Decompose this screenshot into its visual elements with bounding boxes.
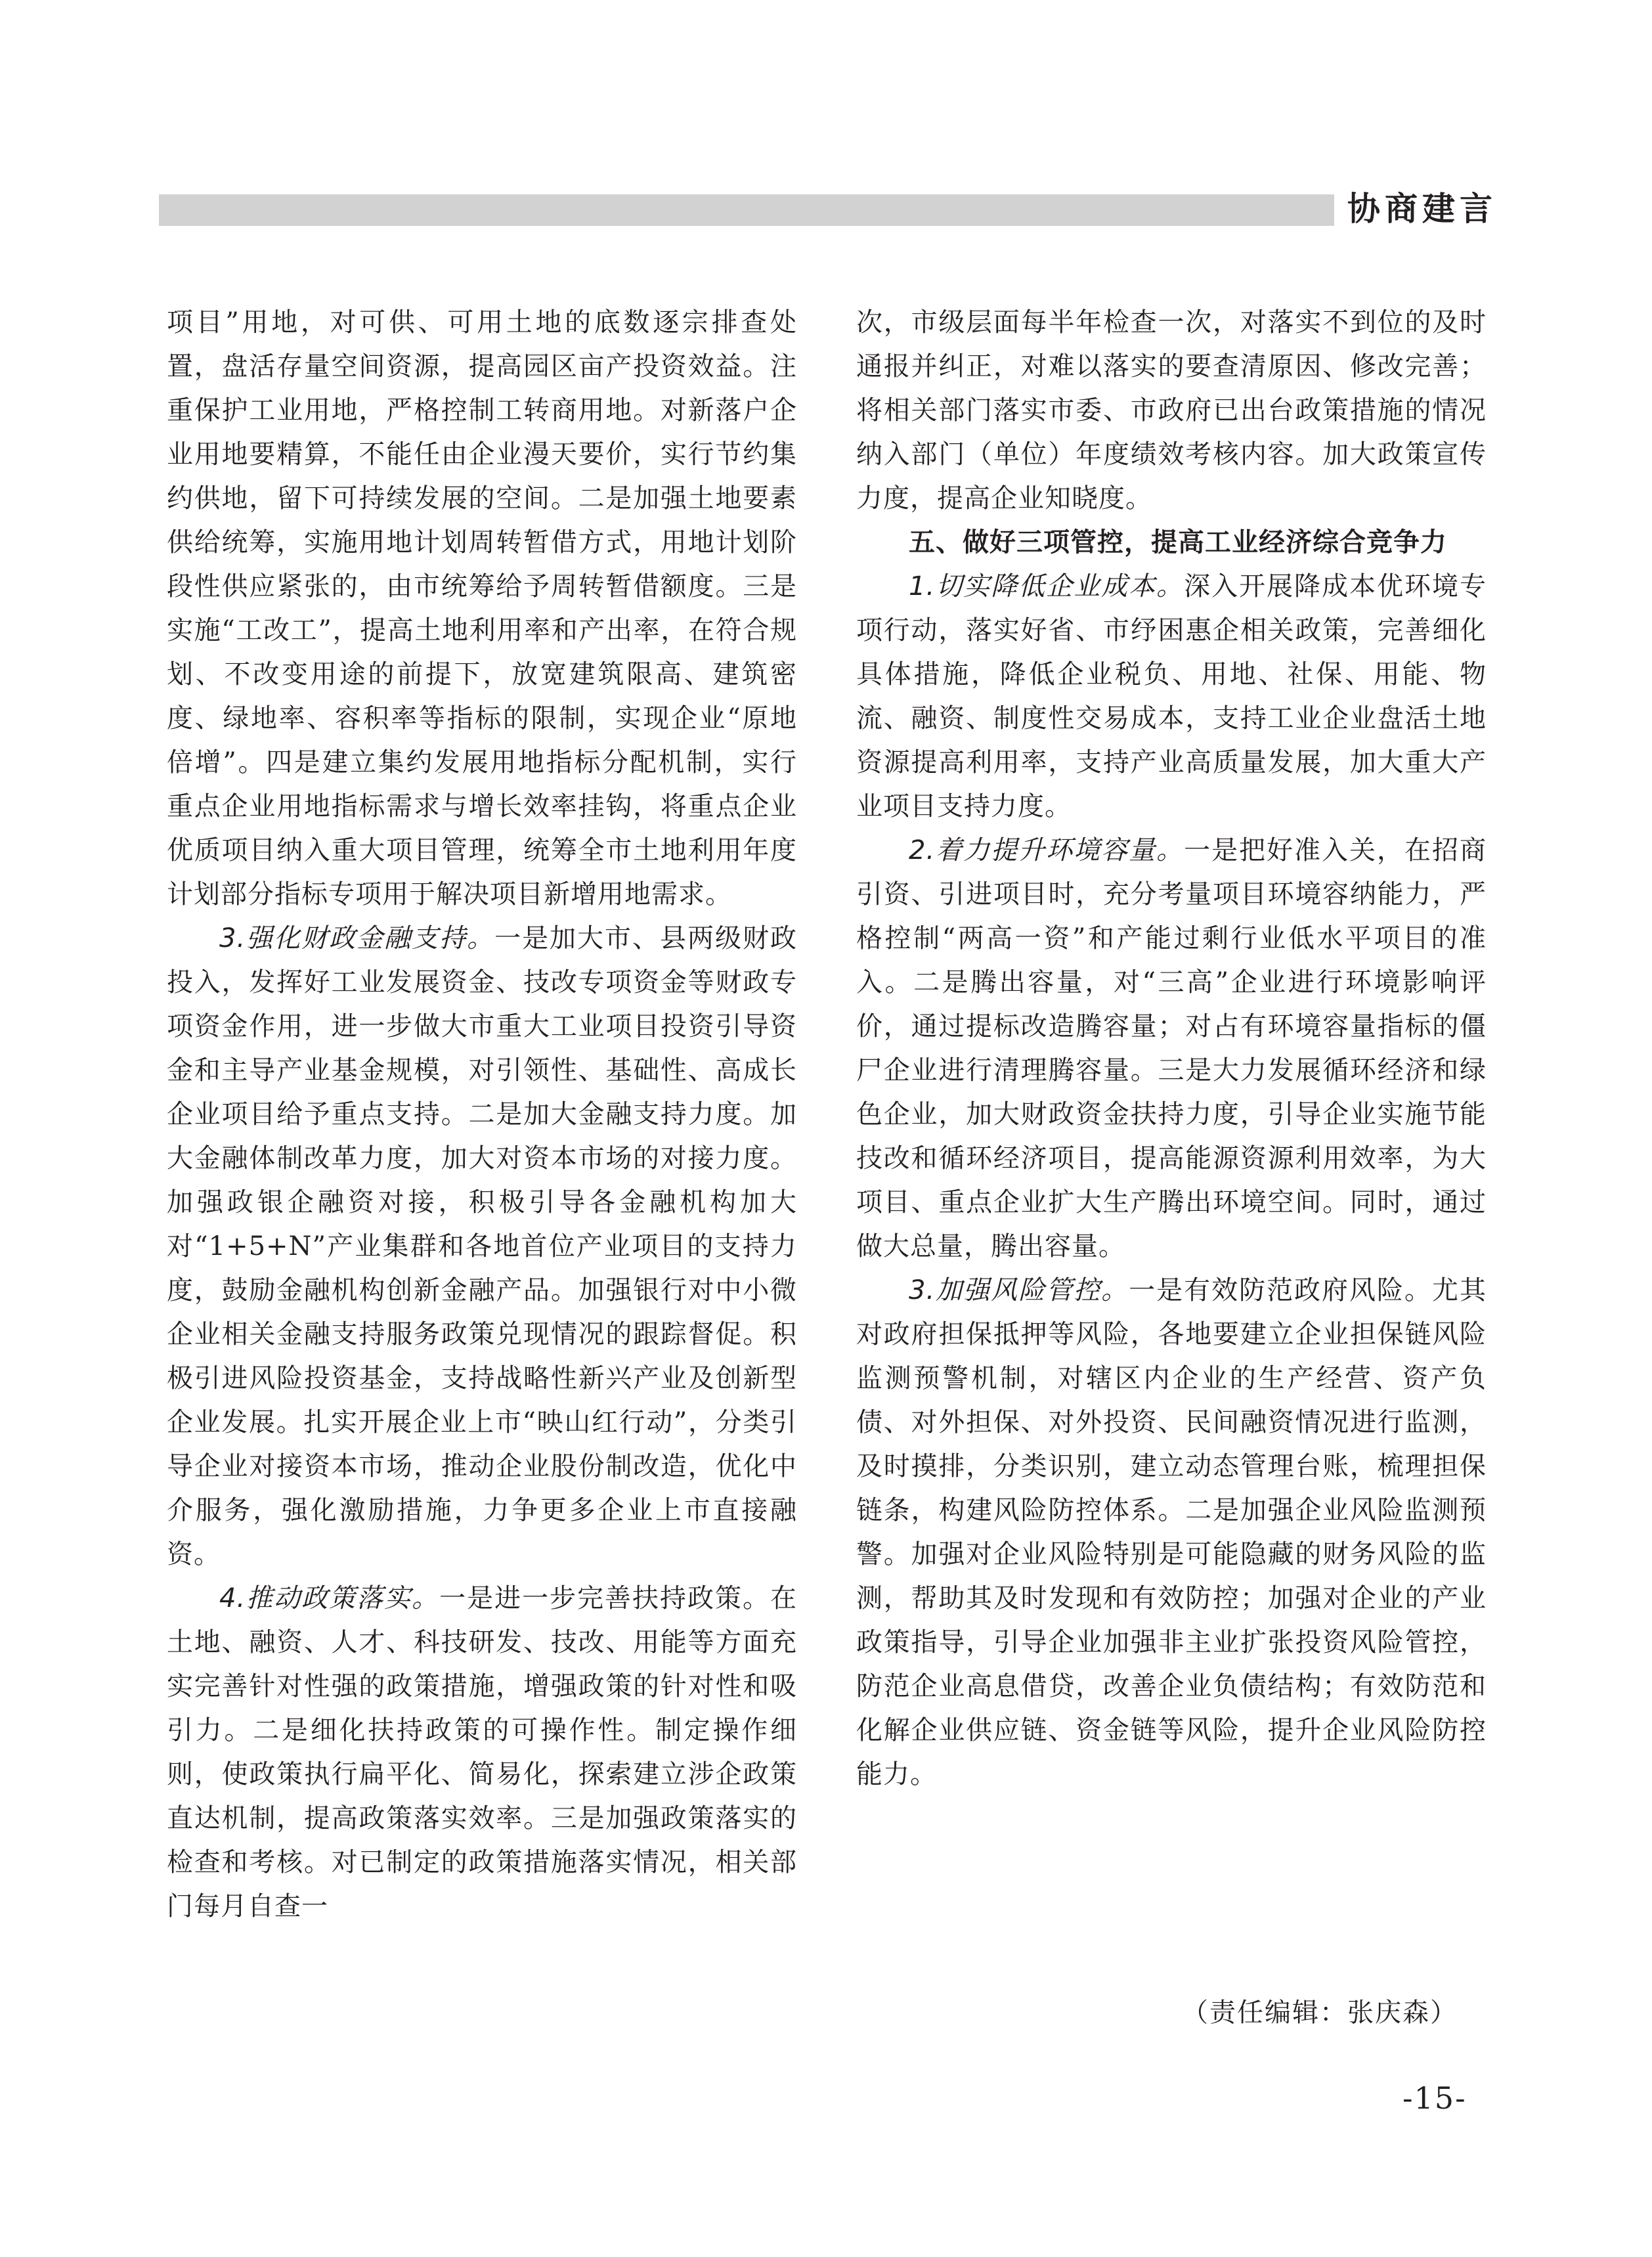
- paragraph-inspection: 次，市级层面每半年检查一次，对落实不到位的及时通报并纠正，对难以落实的要查清原因、修改完善；将相关部门落实市委、市政府已出台政策措施的情况纳入部门（单位）年度绩效考核内容。加大政策宣传力度，提高企业知晓度。: [856, 307, 1487, 514]
- paragraph-risk-control: [856, 1269, 1487, 1797]
- editor-credit: （责任编辑：张庆森）: [1182, 1998, 1458, 2028]
- paragraph-body: 深入开展降成本优环境专项行动，落实好省、市纾困惠企相关政策，完善细化具体措施，降低企业税负、用地、社保、用能、物流、融资、制度性交易成本，支持工业企业盘活土地资源提高利用率，支持产业高质量发展，加大重大产业项目支持力度。: [856, 571, 1487, 822]
- left-column: [167, 301, 797, 1929]
- paragraph-environment-capacity: [856, 829, 1487, 1269]
- header-bar: [159, 194, 1334, 226]
- paragraph-lead: 4.推动政策落实。: [219, 1583, 440, 1613]
- paragraph-lead: 2.着力提升环境容量。: [909, 835, 1185, 866]
- section-title: 协商建言: [1347, 190, 1497, 228]
- paragraph-body: 一是进一步完善扶持政策。在土地、融资、人才、科技研发、技改、用能等方面充实完善针对性强的政策措施，增强政策的针对性和吸引力。二是细化扶持政策的可操作性。制定操作细则，使政策执行扁平化、简易化，探索建立涉企政策直达机制，提高政策落实效率。三是加强政策落实的检查和考核。对已制定的政策措施落实情况，相关部门每月自查一: [167, 1583, 798, 1921]
- paragraph-land-use: 项目”用地，对可供、可用土地的底数逐宗排查处置，盘活存量空间资源，提高园区亩产投资效益。注重保护工业用地，严格控制工转商用地。对新落户企业用地要精算，不能任由企业漫天要价，实行节约集约供地，留下可持续发展的空间。二是加强土地要素供给统筹，实施用地计划周转暂借方式，用地计划阶段性供应紧张的，由市统筹给予周转暂借额度。三是实施“工改工”，提高土地利用率和产出率，在符合规划、不改变用途的前提下，放宽建筑限高、建筑密度、绿地率、容积率等指标的限制，实现企业“原地倍增”。四是建立集约发展用地指标分配机制，实行重点企业用地指标需求与增长效率挂钩，将重点企业优质项目纳入重大项目管理，统筹全市土地利用年度计划部分指标专项用于解决项目新增用地需求。: [167, 307, 797, 909]
- paragraph-reduce-costs: [856, 565, 1487, 829]
- paragraph-lead: 1.切实降低企业成本。: [909, 571, 1185, 602]
- paragraph-policy-implementation: [167, 1577, 797, 1929]
- section-heading: 五、做好三项管控，提高工业经济综合竞争力: [909, 527, 1447, 558]
- paragraph-lead: 3.加强风险管控。: [909, 1275, 1129, 1305]
- paragraph-finance-support: [167, 917, 797, 1577]
- page-number: -15-: [1402, 2080, 1467, 2116]
- paragraph-lead: 3.强化财政金融支持。: [219, 923, 495, 953]
- paragraph-body: 一是有效防范政府风险。尤其对政府担保抵押等风险，各地要建立企业担保链风险监测预警机制，对辖区内企业的生产经营、资产负债、对外担保、对外投资、民间融资情况进行监测，及时摸排，分类识别，建立动态管理台账，梳理担保链条，构建风险防控体系。二是加强企业风险监测预警。加强对企业风险特别是可能隐藏的财务风险的监测，帮助其及时发现和有效防控；加强对企业的产业政策指导，引导企业加强非主业扩张投资风险管控，防范企业高息借贷，改善企业负债结构；有效防范和化解企业供应链、资金链等风险，提升企业风险防控能力。: [856, 1275, 1487, 1789]
- paragraph-body: 一是把好准入关，在招商引资、引进项目时，充分考量项目环境容纳能力，严格控制“两高一资”和产能过剩行业低水平项目的准入。二是腾出容量，对“三高”企业进行环境影响评价，通过提标改造腾容量；对占有环境容量指标的僵尸企业进行清理腾容量。三是大力发展循环经济和绿色企业，加大财政资金扶持力度，引导企业实施节能技改和循环经济项目，提高能源资源利用效率，为大项目、重点企业扩大生产腾出环境空间。同时，通过做大总量，腾出容量。: [856, 835, 1487, 1261]
- right-column: [856, 301, 1487, 1797]
- paragraph-body: 一是加大市、县两级财政投入，发挥好工业发展资金、技改专项资金等财政专项资金作用，进一步做大市重大工业项目投资引导资金和主导产业基金规模，对引领性、基础性、高成长企业项目给予重点支持。二是加大金融支持力度。加大金融体制改革力度，加大对资本市场的对接力度。加强政银企融资对接，积极引导各金融机构加大对“1+5+N”产业集群和各地首位产业项目的支持力度，鼓励金融机构创新金融产品。加强银行对中小微企业相关金融支持服务政策兑现情况的跟踪督促。积极引进风险投资基金，支持战略性新兴产业及创新型企业发展。扎实开展企业上市“映山红行动”，分类引导企业对接资本市场，推动企业股份制改造，优化中介服务，强化激励措施，力争更多企业上市直接融资。: [167, 923, 797, 1569]
